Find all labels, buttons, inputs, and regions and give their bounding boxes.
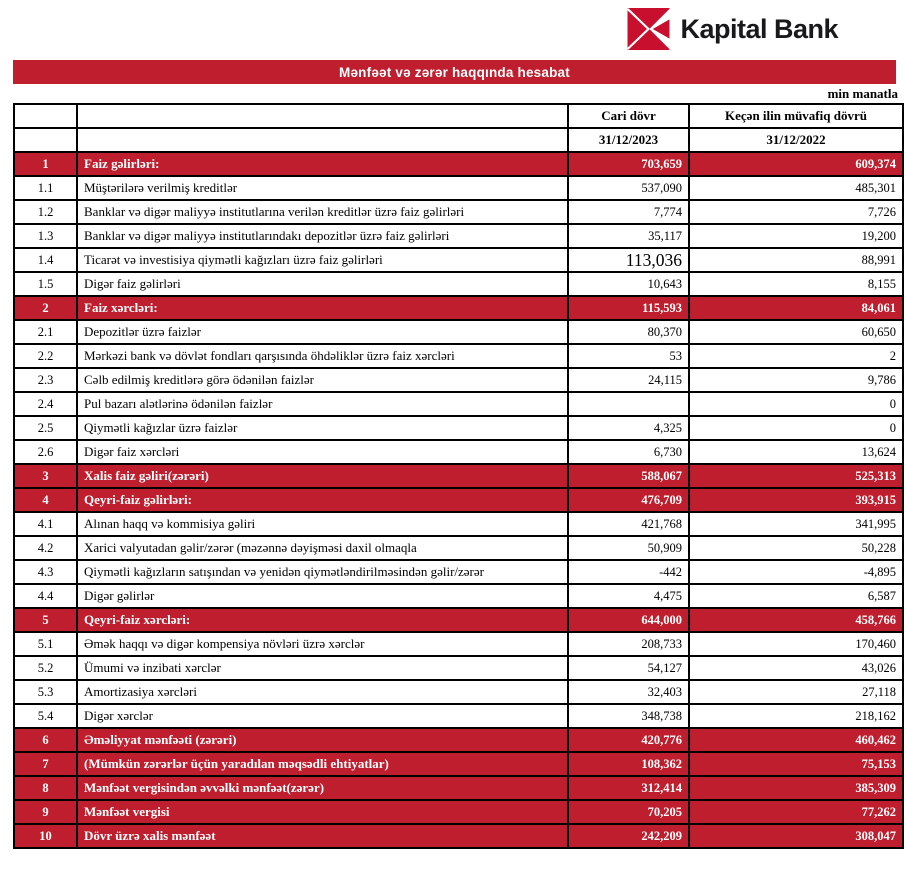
row-value-current: 312,414 [568,776,689,800]
row-value-current: 70,205 [568,800,689,824]
table-row [14,152,903,176]
row-value-previous: 170,460 [689,632,903,656]
header [0,0,906,58]
header-current-period: Cari dövr [568,104,689,128]
row-value-current: 32,403 [568,680,689,704]
row-value-current: 53 [568,344,689,368]
table-row [14,440,903,464]
row-number: 2.2 [14,344,77,368]
header-empty-no [14,128,77,152]
table-row [14,512,903,536]
row-value-current: 108,362 [568,752,689,776]
row-number: 3 [14,464,77,488]
table-row [14,392,903,416]
table-row [14,584,903,608]
row-label: Amortizasiya xərcləri [77,680,568,704]
row-number: 2.1 [14,320,77,344]
brand-wordmark: Kapital Bank [680,13,838,44]
row-number: 2 [14,296,77,320]
row-value-previous: 27,118 [689,680,903,704]
row-number: 1.2 [14,200,77,224]
row-label: Ümumi və inzibati xərclər [77,656,568,680]
row-number: 4.4 [14,584,77,608]
row-value-current: 4,325 [568,416,689,440]
row-value-current: 6,730 [568,440,689,464]
row-label: Digər gəlirlər [77,584,568,608]
header-row-period [14,104,903,128]
row-number: 8 [14,776,77,800]
row-number: 1 [14,152,77,176]
row-label: Qeyri-faiz xərcləri: [77,608,568,632]
row-number: 1.4 [14,248,77,272]
header-previous-period: Keçən ilin müvafiq dövrü [689,104,903,128]
row-number: 4 [14,488,77,512]
row-number: 7 [14,752,77,776]
row-number: 2.6 [14,440,77,464]
row-label: Digər xərclər [77,704,568,728]
row-value-previous: -4,895 [689,560,903,584]
row-value-current: 703,659 [568,152,689,176]
row-value-current [568,392,689,416]
row-value-previous: 525,313 [689,464,903,488]
row-value-current: 24,115 [568,368,689,392]
table-row [14,704,903,728]
row-value-current: 476,709 [568,488,689,512]
row-label: Mənfəət vergisi [77,800,568,824]
row-label: Depozitlər üzrə faizlər [77,320,568,344]
header-row-dates [14,128,903,152]
row-number: 4.1 [14,512,77,536]
table-row [14,176,903,200]
table-row [14,416,903,440]
row-value-current: 420,776 [568,728,689,752]
row-number: 9 [14,800,77,824]
table-row [14,344,903,368]
row-value-current: 80,370 [568,320,689,344]
row-number: 1.5 [14,272,77,296]
header-empty-label [77,104,568,128]
row-number: 2.5 [14,416,77,440]
row-value-current: 50,909 [568,536,689,560]
row-value-previous: 75,153 [689,752,903,776]
row-number: 4.2 [14,536,77,560]
row-value-current: 10,643 [568,272,689,296]
row-label: Pul bazarı alətlərinə ödənilən faizlər [77,392,568,416]
row-value-current: 537,090 [568,176,689,200]
row-label: Müştərilərə verilmiş kreditlər [77,176,568,200]
row-value-previous: 0 [689,392,903,416]
row-value-previous: 19,200 [689,224,903,248]
row-value-previous: 13,624 [689,440,903,464]
row-value-previous: 0 [689,416,903,440]
row-label: Xalis faiz gəliri(zərəri) [77,464,568,488]
row-value-current: 208,733 [568,632,689,656]
row-label: (Mümkün zərərlər üçün yaradılan məqsədli ehtiyatlar) [77,752,568,776]
table-row [14,800,903,824]
table-row [14,488,903,512]
table-row [14,272,903,296]
row-value-previous: 60,650 [689,320,903,344]
row-label: Alınan haqq və kommisiya gəliri [77,512,568,536]
table-row [14,776,903,800]
row-number: 5.1 [14,632,77,656]
row-label: Qeyri-faiz gəlirləri: [77,488,568,512]
table-row [14,824,903,848]
row-value-current: 35,117 [568,224,689,248]
row-value-previous: 50,228 [689,536,903,560]
table-row [14,560,903,584]
row-value-previous: 43,026 [689,656,903,680]
report-title: Mənfəət və zərər haqqında hesabat [339,64,570,80]
table-row [14,752,903,776]
table-header [14,104,903,152]
header-empty-no [14,104,77,128]
row-value-previous: 609,374 [689,152,903,176]
row-number: 4.3 [14,560,77,584]
row-number: 1.1 [14,176,77,200]
row-label: Faiz xərcləri: [77,296,568,320]
row-value-current: 4,475 [568,584,689,608]
row-value-previous: 385,309 [689,776,903,800]
row-value-previous: 84,061 [689,296,903,320]
table-row [14,200,903,224]
table-body [14,152,903,848]
report-title-banner [13,60,896,84]
table-row [14,224,903,248]
row-number: 2.4 [14,392,77,416]
row-value-previous: 7,726 [689,200,903,224]
table-row [14,608,903,632]
row-value-previous: 460,462 [689,728,903,752]
row-value-current: 54,127 [568,656,689,680]
row-number: 1.3 [14,224,77,248]
row-value-current: 421,768 [568,512,689,536]
header-current-date: 31/12/2023 [568,128,689,152]
row-label: Mənfəət vergisindən əvvəlki mənfəət(zərər) [77,776,568,800]
row-value-previous: 6,587 [689,584,903,608]
table-row [14,368,903,392]
row-value-current: -442 [568,560,689,584]
row-value-current: 113,036 [568,248,689,272]
row-value-previous: 341,995 [689,512,903,536]
row-label: Cəlb edilmiş kreditlərə görə ödənilən faizlər [77,368,568,392]
row-label: Ticarət və investisiya qiymətli kağızları üzrə faiz gəlirləri [77,248,568,272]
row-label: Digər faiz gəlirləri [77,272,568,296]
table-row [14,632,903,656]
table-row [14,248,903,272]
row-value-current: 644,000 [568,608,689,632]
table-row [14,536,903,560]
row-value-previous: 2 [689,344,903,368]
table-row [14,464,903,488]
row-number: 5.4 [14,704,77,728]
row-label: Qiymətli kağızlar üzrə faizlər [77,416,568,440]
table-row [14,680,903,704]
brand [626,8,838,50]
row-label: Mərkəzi bank və dövlət fondları qarşısında öhdəliklər üzrə faiz xərcləri [77,344,568,368]
income-statement-table [13,103,904,849]
row-value-previous: 218,162 [689,704,903,728]
row-value-previous: 393,915 [689,488,903,512]
row-value-current: 348,738 [568,704,689,728]
row-label: Banklar və digər maliyyə institutlarındakı depozitlər üzrə faiz gəlirləri [77,224,568,248]
row-value-previous: 458,766 [689,608,903,632]
row-value-previous: 8,155 [689,272,903,296]
row-label: Digər faiz xərcləri [77,440,568,464]
kapital-bank-logo-icon [626,8,671,50]
row-number: 5.2 [14,656,77,680]
row-value-current: 7,774 [568,200,689,224]
table-row [14,296,903,320]
row-number: 6 [14,728,77,752]
row-value-current: 242,209 [568,824,689,848]
row-value-previous: 77,262 [689,800,903,824]
table-row [14,320,903,344]
unit-note: min manatla [827,86,898,101]
row-number: 5 [14,608,77,632]
row-value-previous: 485,301 [689,176,903,200]
table-row [14,656,903,680]
row-value-previous: 9,786 [689,368,903,392]
row-label: Əmək haqqı və digər kompensiya növləri üzrə xərclər [77,632,568,656]
header-previous-date: 31/12/2022 [689,128,903,152]
row-number: 2.3 [14,368,77,392]
row-label: Faiz gəlirləri: [77,152,568,176]
row-number: 10 [14,824,77,848]
row-label: Dövr üzrə xalis mənfəət [77,824,568,848]
row-value-previous: 308,047 [689,824,903,848]
table-row [14,728,903,752]
row-value-current: 115,593 [568,296,689,320]
row-label: Banklar və digər maliyyə institutlarına verilən kreditlər üzrə faiz gəlirləri [77,200,568,224]
row-label: Əməliyyat mənfəəti (zərəri) [77,728,568,752]
row-value-current: 588,067 [568,464,689,488]
row-label: Xarici valyutadan gəlir/zərər (məzənnə dəyişməsi daxil olmaqla [77,536,568,560]
row-number: 5.3 [14,680,77,704]
row-value-previous: 88,991 [689,248,903,272]
row-label: Qiymətli kağızların satışından və yenidən qiymətləndirilməsindən gəlir/zərər [77,560,568,584]
header-empty-label [77,128,568,152]
